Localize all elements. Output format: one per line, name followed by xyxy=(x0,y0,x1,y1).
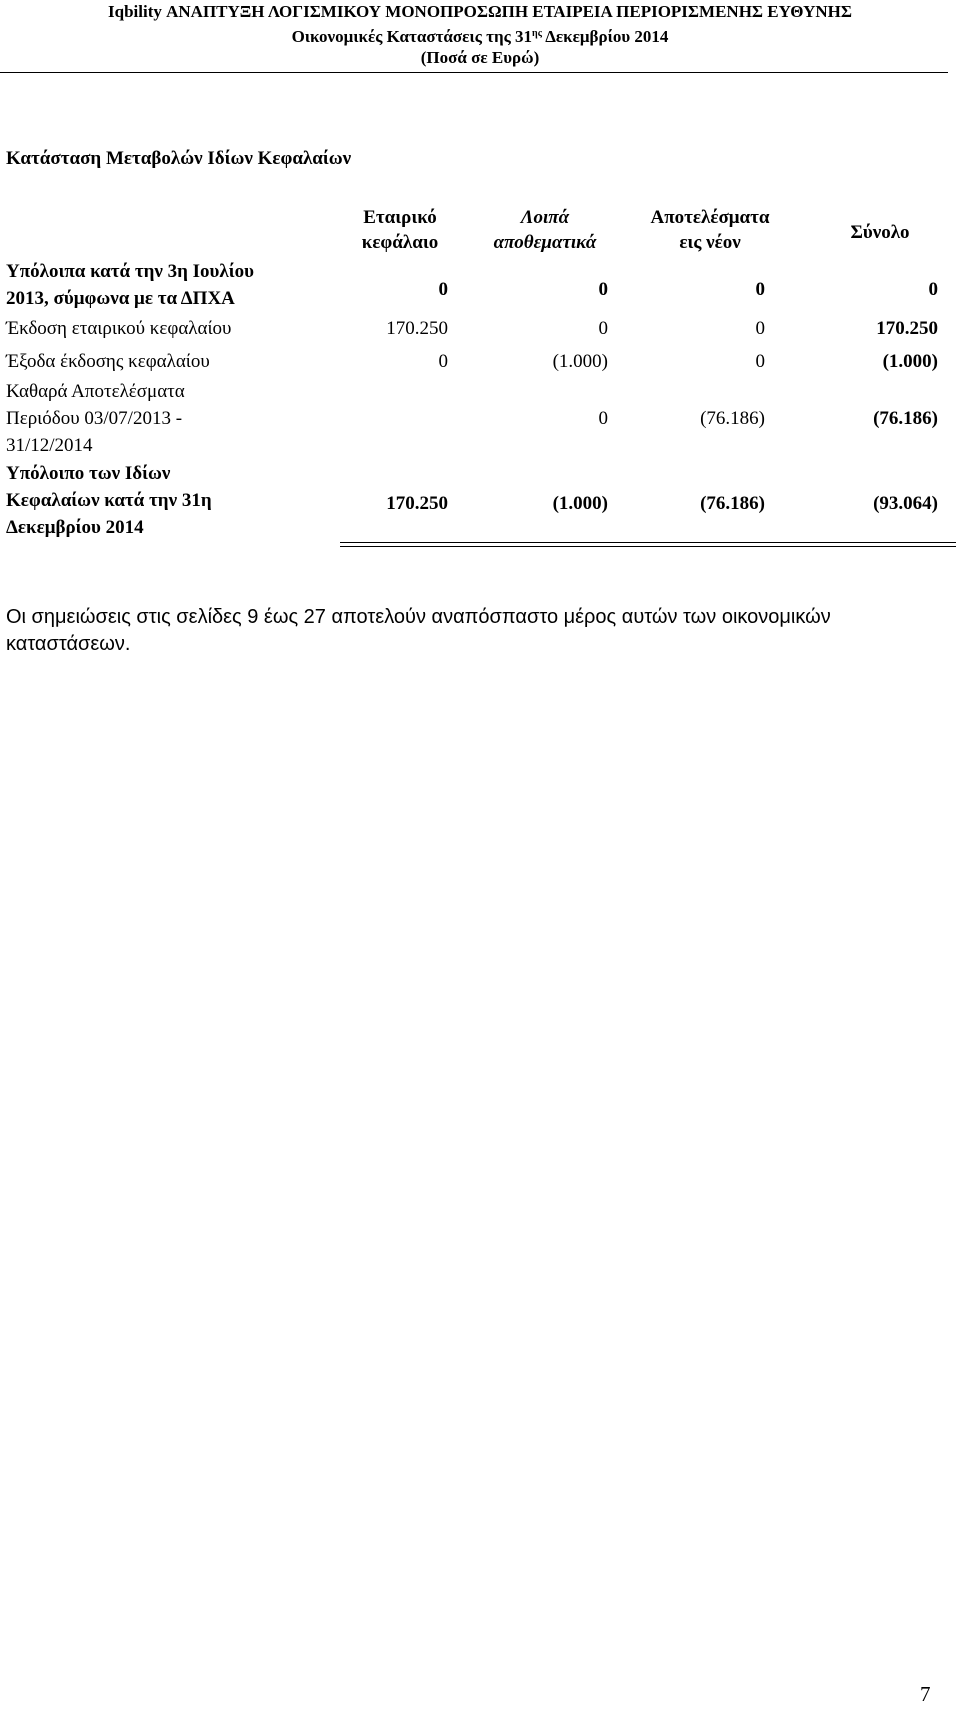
table-cell: 0 xyxy=(755,279,765,300)
column-header-line: εις νέον xyxy=(679,232,741,253)
table-cell: 0 xyxy=(598,318,608,339)
row-label-line: Κεφαλαίων κατά την 31η xyxy=(6,490,212,511)
row-label-closing-balance xyxy=(6,460,212,541)
row-label-line: Περιόδου 03/07/2013 - xyxy=(6,408,183,429)
header-rule xyxy=(0,72,948,73)
table-cell: (76.186) xyxy=(700,493,765,514)
table-cell: (1.000) xyxy=(552,493,608,514)
column-header-line: αποθεματικά xyxy=(493,232,597,253)
row-label-line: Υπόλοιπα κατά την 3η Ιουλίου xyxy=(6,261,255,282)
column-header-line: Εταιρικό xyxy=(363,207,437,228)
statement-title: Κατάσταση Μεταβολών Ιδίων Κεφαλαίων xyxy=(6,148,352,169)
row-label-line: Δεκεμβρίου 2014 xyxy=(6,517,144,538)
row-label-issue-costs xyxy=(6,348,210,375)
subtitle-superscript: ης xyxy=(532,28,542,39)
table-cell: (1.000) xyxy=(552,351,608,372)
table-cell: 170.250 xyxy=(386,493,448,514)
table-cell: 0 xyxy=(438,279,448,300)
row-label-line: Υπόλοιπο των Ιδίων xyxy=(6,463,171,484)
company-name: Iqbility ΑΝΑΠΤΥΞΗ ΛΟΓΙΣΜΙΚΟΥ ΜΟΝΟΠΡΟΣΩΠΗ ΕΤΑΙΡΕΙΑ ΠΕΡΙΟΡΙΣΜΕΝΗΣ ΕΥΘΥΝΗΣ xyxy=(108,2,852,21)
table-cell: (1.000) xyxy=(882,351,938,372)
table-cell: (76.186) xyxy=(700,408,765,429)
row-label-opening-balance xyxy=(6,258,254,312)
table-cell: 170.250 xyxy=(876,318,938,339)
page-number: 7 xyxy=(920,1682,931,1706)
table-cell: 0 xyxy=(755,318,765,339)
column-header-line: κεφάλαιο xyxy=(361,232,439,253)
table-cell: 0 xyxy=(438,351,448,372)
statements-subtitle xyxy=(0,22,960,49)
table-cell: 0 xyxy=(755,351,765,372)
column-header-total xyxy=(820,220,940,245)
subtitle-part-2: Δεκεμβρίου 2014 xyxy=(541,27,669,46)
row-label-line: Έξοδα έκδοσης κεφαλαίου xyxy=(6,351,210,372)
column-header-share-capital xyxy=(340,205,460,255)
table-cell: 0 xyxy=(598,279,608,300)
total-double-underline xyxy=(340,542,956,547)
notes-reference: Οι σημειώσεις στις σελίδες 9 έως 27 αποτελούν αναπόσπαστο μέρος αυτών των οικονομικών καταστάσεων. xyxy=(6,606,831,655)
table-cell: 0 xyxy=(598,408,608,429)
row-label-net-results xyxy=(6,378,185,459)
row-label-line: Έκδοση εταιρικού κεφαλαίου xyxy=(6,318,232,339)
subtitle-part-1: Οικονομικές Καταστάσεις της 31 xyxy=(291,27,533,46)
row-label-line: 2013, σύμφωνα με τα ΔΠΧΑ xyxy=(6,288,235,309)
column-header-other-reserves xyxy=(470,205,620,255)
row-label-line: Καθαρά Αποτελέσματα xyxy=(6,381,185,402)
row-label-capital-issue xyxy=(6,315,231,342)
column-header-retained-earnings xyxy=(630,205,790,255)
table-cell: (93.064) xyxy=(873,493,938,514)
table-cell: 0 xyxy=(928,279,938,300)
row-label-line: 31/12/2014 xyxy=(6,435,93,456)
column-header-line: Λοιπά xyxy=(520,207,570,228)
currency-note: (Ποσά σε Ευρώ) xyxy=(420,48,540,67)
table-cell: (76.186) xyxy=(873,408,938,429)
table-cell: 170.250 xyxy=(386,318,448,339)
column-header-line: Αποτελέσματα xyxy=(650,207,770,228)
column-header-line: Σύνολο xyxy=(850,222,910,243)
